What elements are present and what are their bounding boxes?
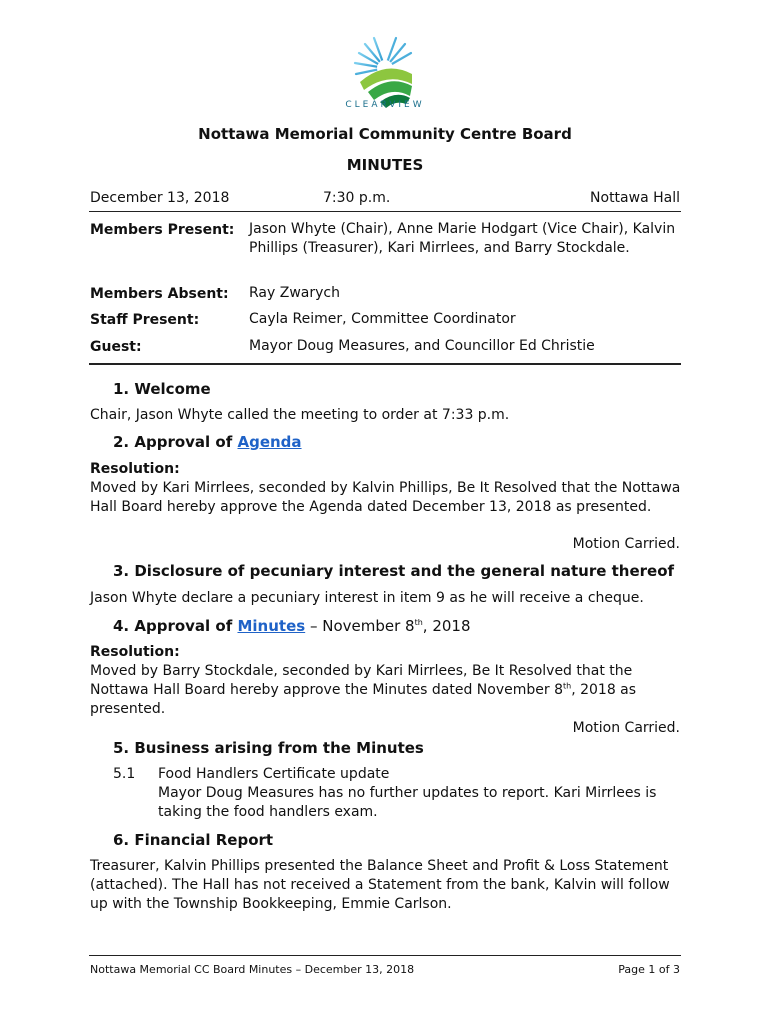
section-4-resolution-main: Moved by Barry Stockdale, seconded by Kari Mirrlees, Be It Resolved that the Nottawa Hall Board hereby approve the Minutes dated November 8 (90, 663, 633, 698)
section-5-1-text: Mayor Doug Measures has no further updates to report. Kari Mirrlees is taking the food handlers exam. (158, 785, 657, 820)
logo-wordmark: CLEARVIEW (345, 100, 425, 110)
section-5-heading: 5. Business arising from the Minutes (113, 739, 424, 757)
section-4-motion: Motion Carried. (572, 720, 680, 736)
section-5-1-number: 5.1 (113, 766, 136, 782)
divider-attendance (89, 363, 681, 365)
document-subtitle: MINUTES (346, 156, 424, 174)
members-absent-label: Members Absent: (90, 286, 229, 302)
meeting-time: 7:30 p.m. (323, 190, 391, 206)
section-3-text: Jason Whyte declare a pecuniary interest in item 9 as he will receive a cheque. (90, 590, 644, 606)
guest-label: Guest: (90, 339, 142, 355)
section-4-heading-text: 4. Approval of (113, 617, 233, 635)
staff-present-label: Staff Present: (90, 312, 200, 328)
section-4-date-year: , 2018 (422, 617, 471, 635)
section-5-1-title: Food Handlers Certificate update (158, 766, 390, 782)
section-2-heading (113, 433, 302, 451)
guest-value: Mayor Doug Measures, and Councillor Ed Christie (249, 338, 595, 354)
section-2-resolution-text: Moved by Kari Mirrlees, seconded by Kalvin Phillips, Be It Resolved that the Nottawa Hall Board hereby approve the Agenda dated December 13, 2018 as presented. (90, 480, 681, 515)
members-present-value: Jason Whyte (Chair), Anne Marie Hodgart (Vice Chair), Kalvin Phillips (Treasurer), Kari Mirrlees, and Barry Stockdale. (249, 221, 676, 256)
members-present-label: Members Present: (90, 222, 235, 238)
meeting-location: Nottawa Hall (590, 190, 680, 206)
section-2-heading-text: 2. Approval of (113, 433, 233, 451)
section-1-heading: 1. Welcome (113, 380, 211, 398)
agenda-link[interactable]: Agenda (237, 433, 302, 451)
members-absent-value: Ray Zwarych (249, 285, 340, 301)
section-4-date (305, 617, 470, 635)
section-1-text: Chair, Jason Whyte called the meeting to order at 7:33 p.m. (90, 407, 510, 423)
document-title: Nottawa Memorial Community Centre Board (198, 125, 572, 143)
minutes-link[interactable]: Minutes (237, 617, 306, 635)
section-4-resolution-end: , 2018 as presented. (90, 682, 637, 717)
section-4-resolution-label: Resolution: (90, 644, 180, 660)
section-2-resolution-label: Resolution: (90, 461, 180, 477)
section-4-resolution-text (90, 662, 682, 719)
section-6-text: Treasurer, Kalvin Phillips presented the Balance Sheet and Profit & Loss Statement (attached). The Hall has not received a Statement from the bank, Kalvin will follow up with the Township Bookkeeping, Emmie Carlson. (90, 858, 670, 912)
divider-top (89, 211, 681, 212)
staff-present-value: Cayla Reimer, Committee Coordinator (249, 311, 516, 327)
section-4-date-suffix: th (414, 618, 423, 627)
section-6-heading: 6. Financial Report (113, 831, 274, 849)
footer-left: Nottawa Memorial CC Board Minutes – December 13, 2018 (90, 963, 415, 976)
section-3-heading: 3. Disclosure of pecuniary interest and the general nature thereof (113, 562, 675, 580)
section-2-motion: Motion Carried. (572, 536, 680, 552)
section-4-date-text: – November 8 (305, 617, 415, 635)
section-4-resolution-suffix: th (562, 681, 572, 691)
footer-page-number: Page 1 of 3 (618, 963, 680, 976)
meeting-date: December 13, 2018 (90, 190, 230, 206)
footer-divider (89, 955, 681, 956)
section-4-heading (113, 617, 471, 635)
